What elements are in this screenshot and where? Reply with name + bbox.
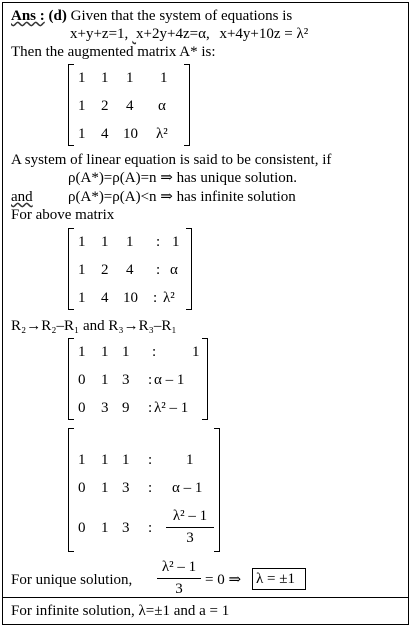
matrix-cell: 1 (172, 234, 180, 250)
matrix-cell: 1 (78, 452, 86, 468)
matrix-cell: 1 (192, 344, 200, 360)
matrix-cell: 1 (78, 234, 86, 250)
matrix-cell: α (170, 262, 178, 278)
matrix-cell: 0 (78, 520, 86, 536)
matrix-cell: λ² (163, 290, 175, 306)
matrix-cell: 1 (101, 344, 109, 360)
augmented-matrix-colon (68, 228, 192, 310)
matrix-cell: 9 (122, 400, 130, 416)
matrix-cell: 1 (126, 70, 134, 86)
matrix-cell: 1 (126, 234, 134, 250)
reduced-matrix (68, 338, 208, 420)
for-above-text: For above matrix (11, 207, 115, 223)
matrix-cell: 3 (122, 372, 130, 388)
matrix-cell: 3 (101, 400, 109, 416)
augmented-intro: Then the augmented matrix A* is: (11, 44, 216, 60)
ans-label: Ans : (11, 8, 45, 24)
unique-label: For unique solution, (11, 572, 133, 588)
right-bracket (186, 228, 192, 310)
matrix-cell: 0 (78, 480, 86, 496)
left-bracket (68, 64, 74, 146)
equation-1: x+y+z=1, (70, 26, 129, 42)
matrix-cell: 1 (101, 372, 109, 388)
matrix-cell: 1 (186, 452, 194, 468)
matrix-cell: λ² – 1 (154, 400, 189, 416)
row-operations: R₂→R₂–R₁ and R₃→R₃–R₁ (11, 318, 177, 334)
matrix-cell: λ² (156, 126, 168, 142)
matrix-cell: : (153, 290, 158, 306)
fraction-bar (157, 578, 201, 579)
matrix-cell: 0 (78, 400, 86, 416)
matrix-cell: : (148, 372, 153, 388)
matrix-cell: 2 (101, 98, 109, 114)
equation-2: x+2y+4z=α, (136, 26, 210, 42)
intro-text: Given that the system of equations is (70, 8, 293, 24)
unique-fraction (157, 558, 201, 598)
right-bracket (214, 428, 220, 552)
matrix-cell: 1 (101, 234, 109, 250)
fraction-numerator: λ² – 1 (172, 508, 208, 524)
matrix-cell: 4 (126, 262, 134, 278)
matrix-cell: 4 (126, 98, 134, 114)
unique-condition: ρ(A*)=ρ(A)=n ⇒ has unique solution. (68, 170, 298, 186)
left-bracket (68, 338, 74, 420)
fraction-denominator: 3 (186, 530, 194, 546)
matrix-cell: 4 (101, 126, 109, 142)
matrix-cell: : (152, 344, 157, 360)
matrix-cell: α – 1 (172, 480, 203, 496)
matrix-cell: 1 (78, 98, 86, 114)
divider (2, 597, 408, 598)
matrix-cell: 3 (122, 480, 130, 496)
fraction-bar (166, 527, 214, 528)
matrix-cell: 1 (101, 70, 109, 86)
augmented-matrix (68, 64, 190, 146)
matrix-cell: : (148, 452, 153, 468)
matrix-cell: 1 (78, 290, 86, 306)
matrix-cell: 1 (101, 452, 109, 468)
and-word: and (11, 189, 33, 205)
right-bracket (184, 64, 190, 146)
matrix-cell: 1 (78, 344, 86, 360)
matrix-cell: 1 (78, 126, 86, 142)
consistency-line: A system of linear equation is said to be consistent, if (11, 152, 332, 168)
unique-rest: = 0 ⇒ (205, 572, 242, 588)
matrix-cell: 1 (101, 480, 109, 496)
matrix-cell: 1 (78, 262, 86, 278)
infinite-condition: ρ(A*)=ρ(A)<n ⇒ has infinite solution (68, 189, 296, 205)
matrix-cell: : (156, 262, 161, 278)
matrix-cell: 0 (78, 372, 86, 388)
answer-box (252, 568, 306, 590)
matrix-cell: : (148, 520, 153, 536)
matrix-cell: 10 (123, 126, 138, 142)
matrix-cell: : (148, 400, 153, 416)
left-bracket (68, 428, 74, 552)
equations-line (70, 26, 308, 42)
matrix-fraction (166, 506, 214, 548)
left-bracket (68, 228, 74, 310)
ans-line (11, 8, 292, 24)
matrix-cell: 10 (123, 290, 138, 306)
infinite-solution-line: For infinite solution, λ=±1 and a = 1 (11, 603, 230, 619)
matrix-cell: : (148, 480, 153, 496)
matrix-cell: : (156, 234, 161, 250)
matrix-cell: 1 (122, 344, 130, 360)
option-label: (d) (48, 8, 67, 24)
matrix-cell: α (158, 98, 166, 114)
matrix-cell: 1 (122, 452, 130, 468)
boxed-answer: λ = ±1 (256, 571, 295, 587)
equation-3: x+4y+10z = λ² (219, 26, 309, 42)
right-bracket (202, 338, 208, 420)
fraction-denominator: 3 (175, 581, 183, 597)
matrix-cell: 1 (101, 520, 109, 536)
fraction-numerator: λ² – 1 (161, 559, 197, 575)
matrix-cell: 2 (101, 262, 109, 278)
matrix-cell: 1 (78, 70, 86, 86)
matrix-cell: 4 (101, 290, 109, 306)
matrix-cell: 3 (122, 520, 130, 536)
echelon-matrix (68, 428, 220, 552)
matrix-cell: α – 1 (154, 372, 185, 388)
matrix-cell: 1 (160, 70, 168, 86)
